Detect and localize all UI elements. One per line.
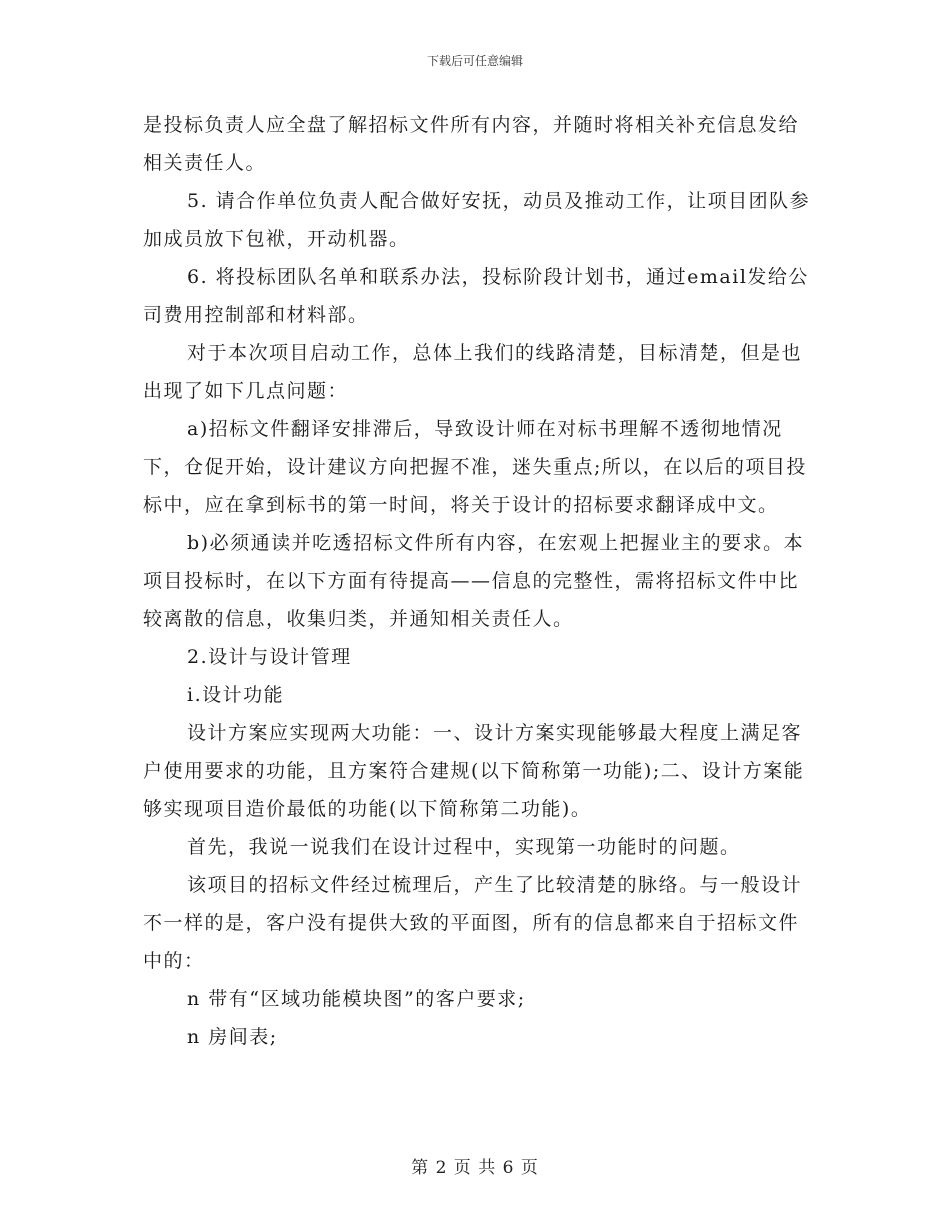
paragraph: 设计方案应实现两大功能：一、设计方案实现能够最大程度上满足客户使用要求的功能，且方案符合建规(以下简称第一功能);二、设计方案能够实现项目造价最低的功能(以下简称第二功能)。 (143, 722, 805, 820)
page-header: 下载后可任意编辑 (426, 54, 523, 68)
list-item: n 房间表; (187, 1026, 278, 1048)
paragraph: 5. 请合作单位负责人配合做好安抚，动员及推动工作，让项目团队参加成员放下包袱，开动机器。 (143, 190, 811, 250)
list-item: n 带有“区域功能模块图”的客户要求; (187, 988, 526, 1010)
paragraph: a)招标文件翻译安排滞后，导致设计师在对标书理解不透彻地情况下，仓促开始，设计建议方向把握不准，迷失重点;所以，在以后的项目投标中，应在拿到标书的第一时间，将关于设计的招标要求翻译成中文。 (143, 418, 807, 516)
paragraph: b)必须通读并吃透招标文件所有内容，在宏观上把握业主的要求。本项目投标时，在以下方面有待提高——信息的完整性，需将招标文件中比较离散的信息，收集归类，并通知相关责任人。 (143, 532, 805, 630)
page-number-footer: 第 2 页 共 6 页 (411, 1158, 539, 1178)
paragraph: 是投标负责人应全盘了解招标文件所有内容，并随时将相关补充信息发给相关责任人。 (143, 114, 800, 174)
paragraph: 首先，我说一说我们在设计过程中，实现第一功能时的问题。 (187, 836, 741, 858)
body-text (143, 106, 813, 1056)
paragraph: 对于本次项目启动工作，总体上我们的线路清楚，目标清楚，但是也出现了如下几点问题： (143, 342, 803, 402)
paragraph: 6. 将投标团队名单和联系办法，投标阶段计划书，通过email发给公司费用控制部和材料部。 (143, 266, 809, 326)
paragraph: 该项目的招标文件经过梳理后，产生了比较清楚的脉络。与一般设计不一样的是，客户没有提供大致的平面图，所有的信息都来自于招标文件中的： (143, 874, 803, 972)
section-heading: 2.设计与设计管理 (187, 646, 352, 668)
subsection-heading: i.设计功能 (187, 684, 285, 706)
